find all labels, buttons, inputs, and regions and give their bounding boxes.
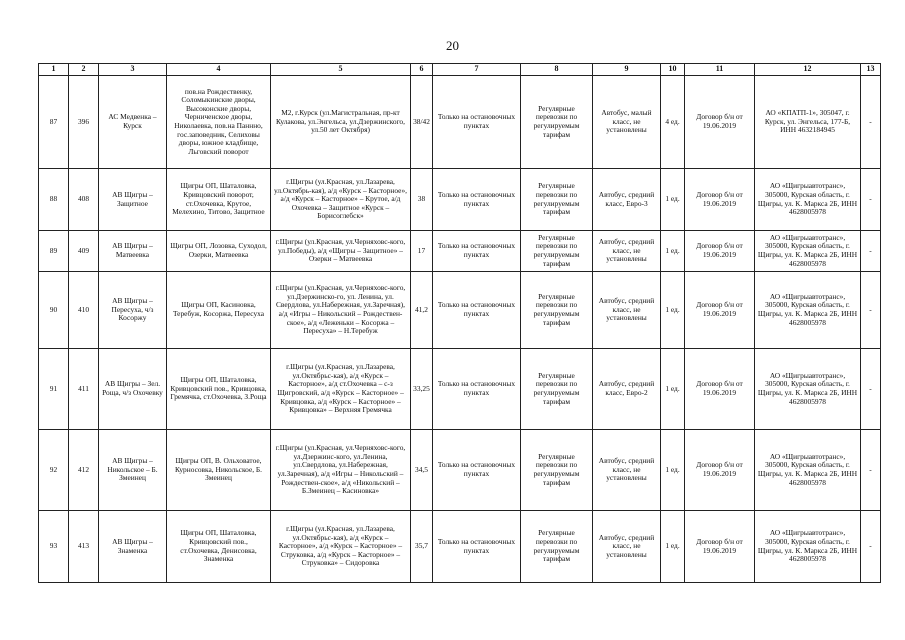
notes-cell: - [861,272,881,349]
header-cell: 6 [411,64,433,76]
row-number-cell: 92 [39,430,69,511]
transport-type-cell: Регулярные перевозки по регулируемым тарифам [521,76,593,169]
row-number-cell: 87 [39,76,69,169]
transport-type-cell: Регулярные перевозки по регулируемым тарифам [521,231,593,272]
contract-cell: Договор б/н от 19.06.2019 [685,76,755,169]
vehicle-cell: Автобус, средний класс, не установлены [593,511,661,583]
table-row [39,430,881,511]
notes-cell: - [861,511,881,583]
vehicle-cell: Автобус, средний класс, не установлены [593,272,661,349]
stops-cell: пов.на Рождественку, Соломыкинские дворы, Высоконские дворы, Черниченское дворы, Николаевка, пов.на Паннно, гос.заповедник, Селиховы дворы, южное кладбище, Льговский поворот [167,76,271,169]
route-registry-table [38,63,881,583]
header-row [39,64,881,76]
vehicle-count-cell: 1 ед. [661,272,685,349]
route-name-cell: АВ Щигры – Никольское – Б. Змеинец [99,430,167,511]
vehicle-count-cell: 1 ед. [661,231,685,272]
carrier-cell: АО «Щигрыавтотранс», 305000, Курская область, г. Щигры, ул. К. Маркса 2Б, ИНН 4628005978 [755,511,861,583]
header-cell: 13 [861,64,881,76]
route-name-cell: АС Медвенка – Курск [99,76,167,169]
table-row [39,76,881,169]
notes-cell: - [861,76,881,169]
table-row [39,511,881,583]
row-number-cell: 90 [39,272,69,349]
length-cell: 38 [411,169,433,231]
route-number-cell: 409 [69,231,99,272]
stops-cell: Щигры ОП, Шаталовка, Кривцовский пов., ст.Охочевка, Денисовка, Знаменка [167,511,271,583]
streets-cell: г.Щигры (ул.Красная, ул.Черняховс-кого, ул.Дзержинско-го, ул. Ленина, ул. Свердлова, ул.Набережная, ул.Заречная), а/д «Игры – Никольский – Рождествен-ское», а/д «Леженьки – Косоржа – Пересуха» – Н.Теребуж [271,272,411,349]
stops-cell: Щигры ОП, Шаталовка, Кривцовский пов., Кривцовка, Гремячка, ст.Охочевка, З.Роща [167,349,271,430]
boarding-cell: Только на остановочных пунктах [433,76,521,169]
route-number-cell: 408 [69,169,99,231]
table-row [39,169,881,231]
streets-cell: г.Щигры (ул.Красная, ул.Лазарева, ул.Октябрьс-кая), а/д «Курск – Касторное», а/д ст.Охочевка – с-з Щигровский, а/д «Курск – Касторное» – Кривцовка, а/д «Курск – Касторное» – Кривцовка» – Верхняя Гремячка [271,349,411,430]
contract-cell: Договор б/н от 19.06.2019 [685,231,755,272]
route-number-cell: 410 [69,272,99,349]
boarding-cell: Только на остановочных пунктах [433,169,521,231]
vehicle-cell: Автобус, малый класс, не установлены [593,76,661,169]
transport-type-cell: Регулярные перевозки по регулируемым тарифам [521,430,593,511]
vehicle-count-cell: 4 ед. [661,76,685,169]
header-cell: 11 [685,64,755,76]
table-row [39,272,881,349]
transport-type-cell: Регулярные перевозки по регулируемым тарифам [521,511,593,583]
streets-cell: г.Щигры (ул.Красная, ул.Лазарева, ул.Октябрьс-кая), а/д «Курск – Касторное», а/д «Курск – Касторное» – Струковка, а/д «Курск – Касторное» – Струковка» – Сидоровка [271,511,411,583]
boarding-cell: Только на остановочных пунктах [433,430,521,511]
notes-cell: - [861,231,881,272]
row-number-cell: 89 [39,231,69,272]
header-cell: 1 [39,64,69,76]
header-cell: 10 [661,64,685,76]
length-cell: 35,7 [411,511,433,583]
row-number-cell: 93 [39,511,69,583]
vehicle-count-cell: 1 ед. [661,430,685,511]
notes-cell: - [861,349,881,430]
streets-cell: М2, г.Курск (ул.Магистральная, пр-кт Кулакова, ул.Энгельса, ул.Дзержинского, ул.50 лет Октября) [271,76,411,169]
contract-cell: Договор б/н от 19.06.2019 [685,430,755,511]
table-row [39,349,881,430]
carrier-cell: АО «Щигрыавтотранс», 305000, Курская область, г. Щигры, ул. К. Маркса 2Б, ИНН 4628005978 [755,272,861,349]
vehicle-count-cell: 1 ед. [661,511,685,583]
transport-type-cell: Регулярные перевозки по регулируемым тарифам [521,349,593,430]
vehicle-cell: Автобус, средний класс, не установлены [593,430,661,511]
carrier-cell: АО «Щигрыавтотранс», 305000, Курская область, г. Щигры, ул. К. Маркса 2Б, ИНН 4628005978 [755,169,861,231]
stops-cell: Щигры ОП, Лозовка, Суходол, Озерки, Матвеевка [167,231,271,272]
contract-cell: Договор б/н от 19.06.2019 [685,349,755,430]
route-name-cell: АВ Щигры – Матвеевка [99,231,167,272]
row-number-cell: 88 [39,169,69,231]
stops-cell: Щигры ОП, Шаталовка, Кривцовский поворот, ст.Охочевка, Крутое, Мелехино, Титово, Защитное [167,169,271,231]
streets-cell: г.Щигры (ул.Красная, ул.Лазарева, ул.Октябрь-кая), а/д «Курск – Касторное», а/д «Курск – Касторное» – Крутое, а/д Охочевка – Защитное «Курск – Борисоглебск» [271,169,411,231]
streets-cell: г.Щигры (ул.Красная, ул.Черняховс-кого, ул.Дзержинс-кого, ул.Ленина, ул.Свердлова, ул.Набережная, ул.Заречная), а/д «Игры – Никольский – Рождествен-ское», а/д «Никольский – Б.Змеинец – Касиновка» [271,430,411,511]
notes-cell: - [861,169,881,231]
carrier-cell: АО «Щигрыавтотранс», 305000, Курская область, г. Щигры, ул. К. Маркса 2Б, ИНН 4628005978 [755,349,861,430]
header-cell: 8 [521,64,593,76]
length-cell: 34,5 [411,430,433,511]
length-cell: 38/42 [411,76,433,169]
header-cell: 2 [69,64,99,76]
header-cell: 4 [167,64,271,76]
streets-cell: г.Щигры (ул.Красная, ул.Черняховс-кого, ул.Победы), а/д «Щигры – Защитное» – Озерки – Матвеевка [271,231,411,272]
header-cell: 5 [271,64,411,76]
header-cell: 7 [433,64,521,76]
vehicle-cell: Автобус, средний класс, Евро-2 [593,349,661,430]
header-cell: 9 [593,64,661,76]
route-name-cell: АВ Щигры – Зел. Роща, ч/з Охочевку [99,349,167,430]
row-number-cell: 91 [39,349,69,430]
vehicle-cell: Автобус, средний класс, Евро-3 [593,169,661,231]
route-number-cell: 412 [69,430,99,511]
contract-cell: Договор б/н от 19.06.2019 [685,169,755,231]
contract-cell: Договор б/н от 19.06.2019 [685,511,755,583]
page-number: 20 [446,38,459,53]
table-row [39,231,881,272]
header-cell: 3 [99,64,167,76]
vehicle-count-cell: 1 ед. [661,349,685,430]
boarding-cell: Только на остановочных пунктах [433,349,521,430]
vehicle-cell: Автобус, средний класс, не установлены [593,231,661,272]
transport-type-cell: Регулярные перевозки по регулируемым тарифам [521,272,593,349]
carrier-cell: АО «Щигрыавтотранс», 305000, Курская область, г. Щигры, ул. К. Маркса 2Б, ИНН 4628005978 [755,231,861,272]
stops-cell: Щигры ОП, В. Ольховатое, Курносовка, Никольское, Б. Змеинец [167,430,271,511]
transport-type-cell: Регулярные перевозки по регулируемым тарифам [521,169,593,231]
route-number-cell: 396 [69,76,99,169]
carrier-cell: АО «КПАТП-1», 305047, г. Курск, ул. Энгельса, 177-Б, ИНН 4632184945 [755,76,861,169]
contract-cell: Договор б/н от 19.06.2019 [685,272,755,349]
length-cell: 33,25 [411,349,433,430]
boarding-cell: Только на остановочных пунктах [433,511,521,583]
route-number-cell: 411 [69,349,99,430]
boarding-cell: Только на остановочных пунктах [433,272,521,349]
header-cell: 12 [755,64,861,76]
route-name-cell: АВ Щигры – Знаменка [99,511,167,583]
length-cell: 17 [411,231,433,272]
route-number-cell: 413 [69,511,99,583]
route-name-cell: АВ Щигры – Защитное [99,169,167,231]
vehicle-count-cell: 1 ед. [661,169,685,231]
length-cell: 41,2 [411,272,433,349]
notes-cell: - [861,430,881,511]
route-name-cell: АВ Щигры – Пересуха, ч/з Косоржу [99,272,167,349]
stops-cell: Щигры ОП, Касиновка, Теребуж, Косоржа, Пересуха [167,272,271,349]
boarding-cell: Только на остановочных пунктах [433,231,521,272]
carrier-cell: АО «Щигрыавтотранс», 305000, Курская область, г. Щигры, ул. К. Маркса 2Б, ИНН 4628005978 [755,430,861,511]
